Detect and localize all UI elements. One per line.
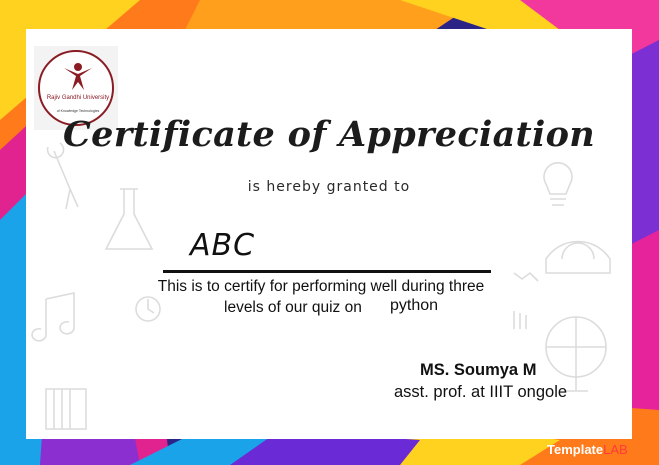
recipient-name: ABC [190, 228, 256, 263]
body-text-line-1: This is to certify for performing well during three [157, 278, 485, 295]
signatory-title: asst. prof. at IIIT ongole [394, 383, 568, 401]
logo-university-subtitle: of Knowledge Technologies [56, 109, 100, 113]
logo-university-name: Rajiv Gandhi University [46, 95, 110, 101]
person-icon [62, 62, 94, 92]
certificate-card [26, 29, 632, 439]
name-underline [163, 270, 491, 273]
brand-part-1: Template [547, 442, 604, 457]
body-text-line-2: levels of our quiz on [224, 299, 362, 316]
certificate-title: Certificate of Appreciation [62, 114, 596, 155]
granted-text: is hereby granted to [247, 179, 411, 195]
brand-tagline-mark [547, 437, 577, 439]
templatelab-brand [547, 442, 628, 457]
signatory-name: MS. Soumya M [420, 361, 537, 379]
brand-part-2: LAB [603, 442, 628, 457]
quiz-subject: python [390, 297, 439, 314]
